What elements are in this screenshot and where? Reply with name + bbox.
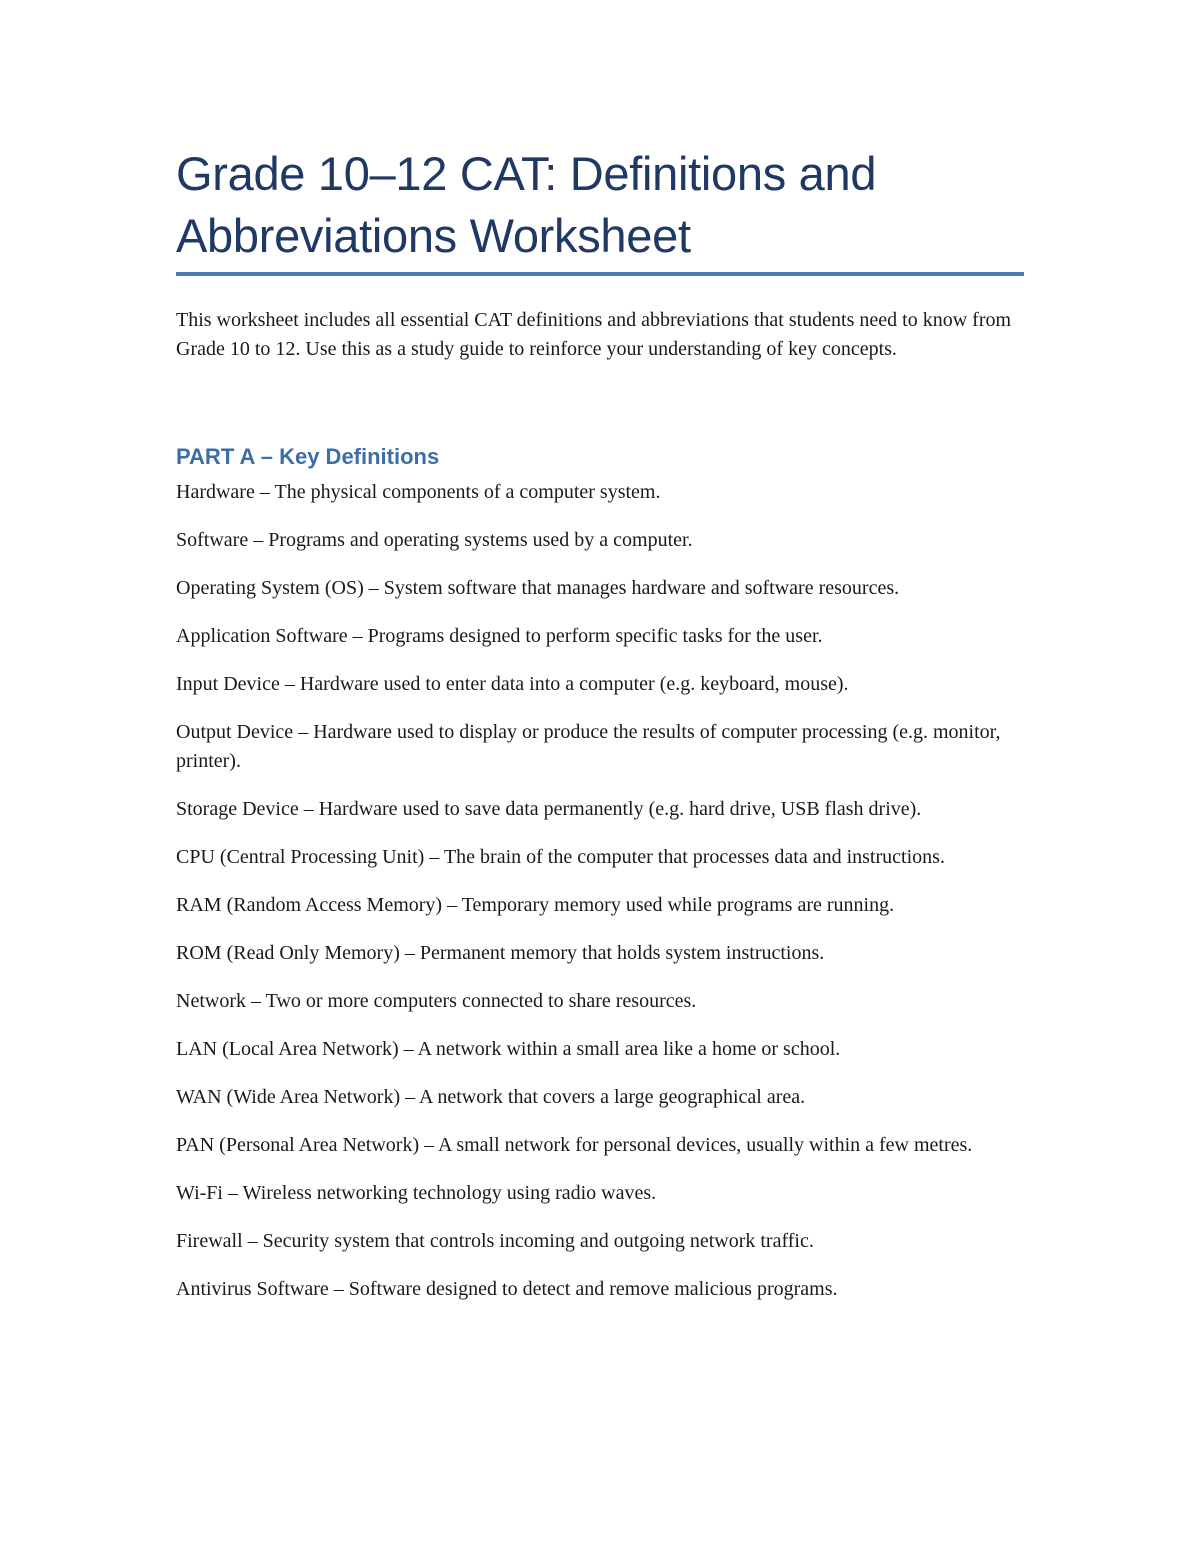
definition-pan: PAN (Personal Area Network) – A small network for personal devices, usually within a few metres. bbox=[176, 1134, 973, 1156]
definition-application-software: Application Software – Programs designed to perform specific tasks for the user. bbox=[176, 625, 823, 647]
definition-firewall: Firewall – Security system that controls incoming and outgoing network traffic. bbox=[176, 1230, 814, 1252]
section-heading-part-a: PART A – Key Definitions bbox=[176, 444, 440, 469]
definition-cpu: CPU (Central Processing Unit) – The brain of the computer that processes data and instructions. bbox=[176, 846, 945, 868]
definition-rom: ROM (Read Only Memory) – Permanent memory that holds system instructions. bbox=[176, 942, 825, 964]
definition-network: Network – Two or more computers connected to share resources. bbox=[176, 990, 697, 1012]
definition-output-device: Output Device – Hardware used to display or produce the results of computer processing (e.g. monitor, printer). bbox=[176, 721, 1001, 772]
definition-ram: RAM (Random Access Memory) – Temporary memory used while programs are running. bbox=[176, 894, 895, 916]
definition-operating-system: Operating System (OS) – System software that manages hardware and software resources. bbox=[176, 577, 900, 599]
definition-hardware: Hardware – The physical components of a computer system. bbox=[176, 481, 661, 503]
definition-lan: LAN (Local Area Network) – A network within a small area like a home or school. bbox=[176, 1038, 841, 1060]
page-title: Grade 10–12 CAT: Definitions and Abbreviations Worksheet bbox=[176, 147, 877, 262]
definitions-list bbox=[176, 478, 1026, 1323]
definition-software: Software – Programs and operating systems used by a computer. bbox=[176, 529, 693, 551]
definition-storage-device: Storage Device – Hardware used to save data permanently (e.g. hard drive, USB flash drive). bbox=[176, 798, 922, 820]
title-underline bbox=[176, 272, 1024, 276]
definition-input-device: Input Device – Hardware used to enter data into a computer (e.g. keyboard, mouse). bbox=[176, 673, 849, 695]
definition-antivirus-software: Antivirus Software – Software designed to detect and remove malicious programs. bbox=[176, 1278, 838, 1300]
intro-paragraph: This worksheet includes all essential CAT definitions and abbreviations that students need to know from Grade 10 to 12. Use this as a study guide to reinforce your understanding of key concepts. bbox=[176, 309, 1012, 360]
definition-wan: WAN (Wide Area Network) – A network that covers a large geographical area. bbox=[176, 1086, 806, 1108]
definition-wifi: Wi-Fi – Wireless networking technology using radio waves. bbox=[176, 1182, 657, 1204]
